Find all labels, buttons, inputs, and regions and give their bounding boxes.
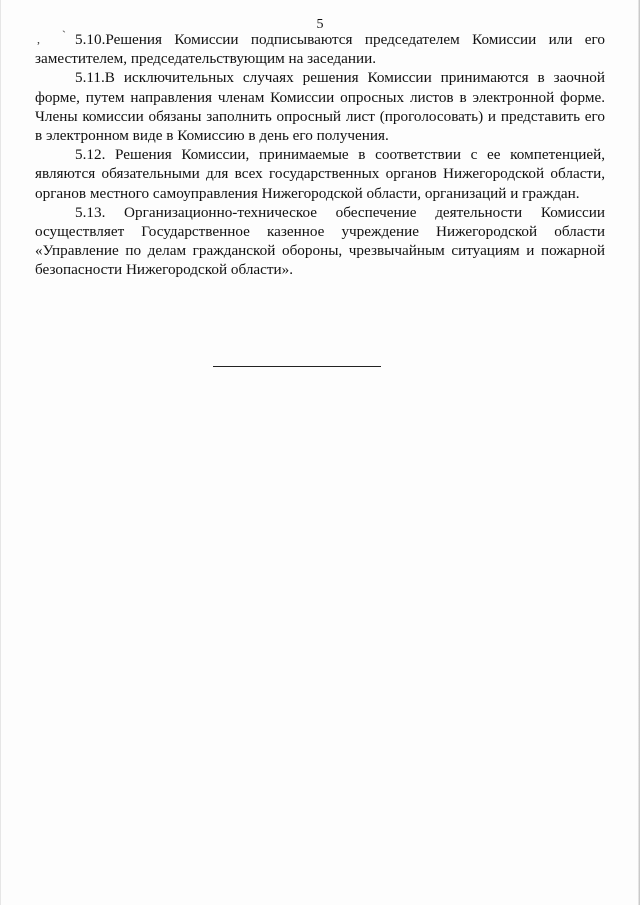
paragraph-5-11: 5.11.В исключительных случаях решения Комиссии принимаются в заочной форме, путем направления членам Комиссии опросных листов в электронной форме. Члены комиссии обязаны заполнить опросный лист (проголосовать) и представить его в электронном виде в Комиссию в день его получения. [35, 69, 605, 145]
paragraph-5-13: 5.13. Организационно-техническое обеспечение деятельности Комиссии осуществляет Государственное казенное учреждение Нижегородской области «Управление по делам гражданской обороны, чрезвычайным ситуациям и пожарной безопасности Нижегородской области». [35, 203, 605, 279]
paragraph-5-12: 5.12. Решения Комиссии, принимаемые в соответствии с ее компетенцией, являются обязательными для всех государственных органов Нижегородской области, органов местного самоуправления Нижегородской области, организаций и граждан. [35, 146, 605, 202]
end-of-document-line [213, 366, 381, 367]
paragraph-5-10: 5.10.Решения Комиссии подписываются председателем Комиссии или его заместителем, председательствующим на заседании. [35, 31, 605, 68]
document-body [35, 30, 605, 280]
scan-speck: ` [62, 28, 66, 42]
scan-speck: , [37, 32, 40, 46]
page-number: 5 [316, 17, 324, 32]
page-left-edge [0, 0, 1, 905]
